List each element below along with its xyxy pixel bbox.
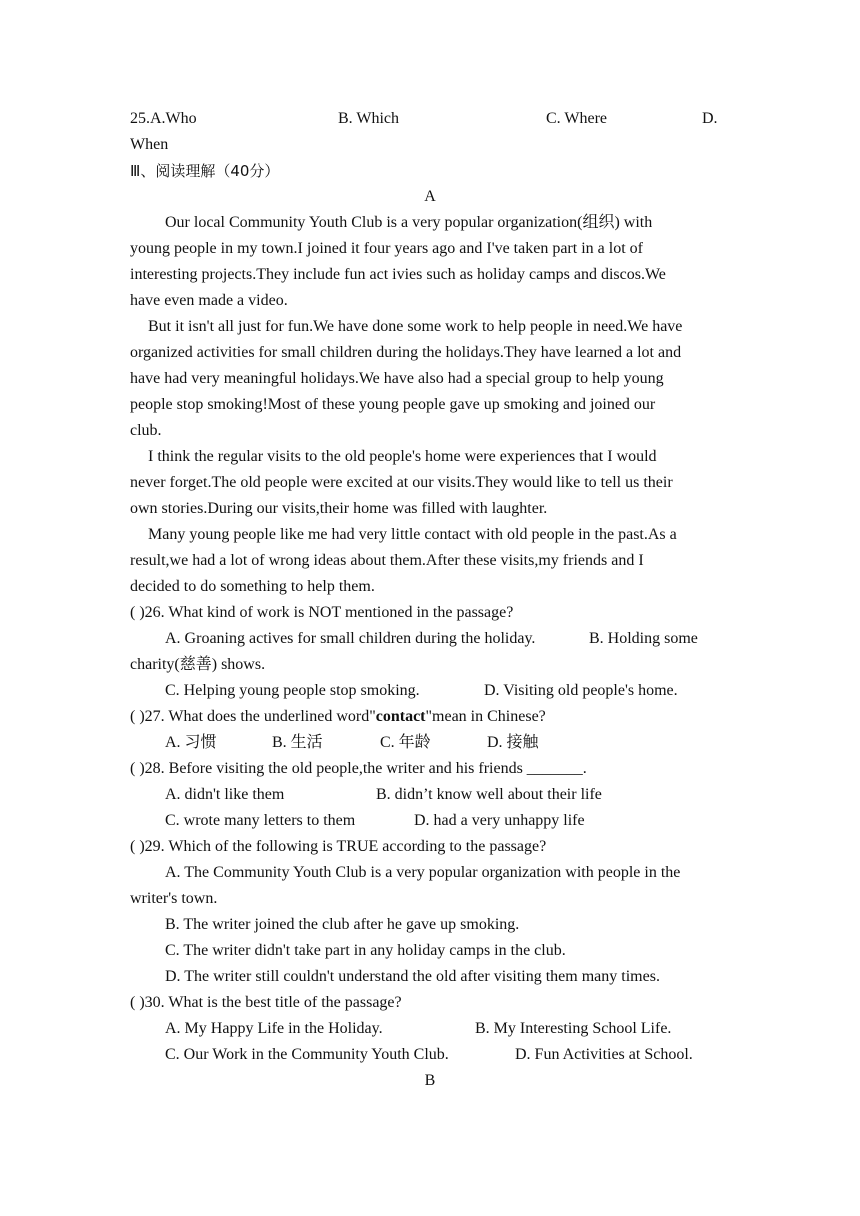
question-26-option-b: B. Holding some [589,630,698,647]
passage-line: result,we had a lot of wrong ideas about them.After these visits,my friends and I [130,552,644,569]
question-30-option-b: B. My Interesting School Life. [475,1020,672,1037]
question-30-option-a: A. My Happy Life in the Holiday. [165,1020,383,1037]
passage-line: organized activities for small children during the holidays.They have learned a lot and [130,344,682,361]
passage-line: I think the regular visits to the old people's home were experiences that I would [148,448,657,465]
passage-line: Our local Community Youth Club is a very popular organization(组织) with [165,214,653,231]
question-28-option-a: A. didn't like them [165,786,285,803]
question-27-option-b: B. 生活 [272,734,323,751]
question-29-option-c: C. The writer didn't take part in any holiday camps in the club. [165,942,566,959]
passage-line: decided to do something to help them. [130,578,375,595]
passage-line: people stop smoking!Most of these young people gave up smoking and joined our [130,396,656,413]
passage-line: have even made a video. [130,292,288,309]
question-26-option-a: A. Groaning actives for small children during the holiday. [165,630,536,647]
passage-line: club. [130,422,162,439]
question-29-option-a: A. The Community Youth Club is a very popular organization with people in the [165,864,681,881]
question-28-option-b: B. didn’t know well about their life [376,786,602,803]
question-26-stem: ( )26. What kind of work is NOT mentioned in the passage? [130,604,514,621]
passage-line: Many young people like me had very little contact with old people in the past.As a [148,526,677,543]
q25-option-d-letter: D. [702,110,718,127]
passage-line: have had very meaningful holidays.We have also had a special group to help young [130,370,664,387]
passage-line: But it isn't all just for fun.We have done some work to help people in need.We have [148,318,683,335]
question-26-option-d: D. Visiting old people's home. [484,682,678,699]
question-28-option-c: C. wrote many letters to them [165,812,356,829]
question-30-stem: ( )30. What is the best title of the passage? [130,994,402,1011]
underlined-word-contact: contact [375,708,426,725]
question-27-option-c: C. 年龄 [380,734,431,751]
passage-b-label: B [424,1072,436,1089]
q25-option-b: B. Which [338,110,400,127]
question-29-option-a-continued: writer's town. [130,890,218,907]
question-26-option-b-continued: charity(慈善) shows. [130,656,266,673]
question-27-option-a: A. 习惯 [165,734,217,751]
question-27-option-d: D. 接触 [487,734,539,751]
passage-a-label: A [424,188,436,205]
question-29-option-d: D. The writer still couldn't understand the old after visiting them many times. [165,968,660,985]
question-30-option-c: C. Our Work in the Community Youth Club. [165,1046,449,1063]
passage-line: interesting projects.They include fun act ivies such as holiday camps and discos.We [130,266,666,283]
passage-line: own stories.During our visits,their home was filled with laughter. [130,500,548,517]
q25-option-d-word: When [130,136,169,153]
question-27-stem-end: "mean in Chinese? [425,708,546,725]
q25-option-a: 25.A.Who [130,110,197,127]
question-27-stem-start: ( )27. What does the underlined word" [130,708,376,725]
question-28-option-d: D. had a very unhappy life [414,812,585,829]
question-29-stem: ( )29. Which of the following is TRUE according to the passage? [130,838,547,855]
question-28-stem: ( )28. Before visiting the old people,the writer and his friends _______. [130,760,587,777]
passage-line: never forget.The old people were excited at our visits.They would like to tell us their [130,474,673,491]
passage-line: young people in my town.I joined it four years ago and I've taken part in a lot of [130,240,643,257]
section-heading: Ⅲ、阅读理解（40分） [130,162,280,180]
q25-option-c: C. Where [546,110,608,127]
question-29-option-b: B. The writer joined the club after he gave up smoking. [165,916,520,933]
question-30-option-d: D. Fun Activities at School. [515,1046,693,1063]
question-27-stem [130,704,546,730]
question-26-option-c: C. Helping young people stop smoking. [165,682,420,699]
